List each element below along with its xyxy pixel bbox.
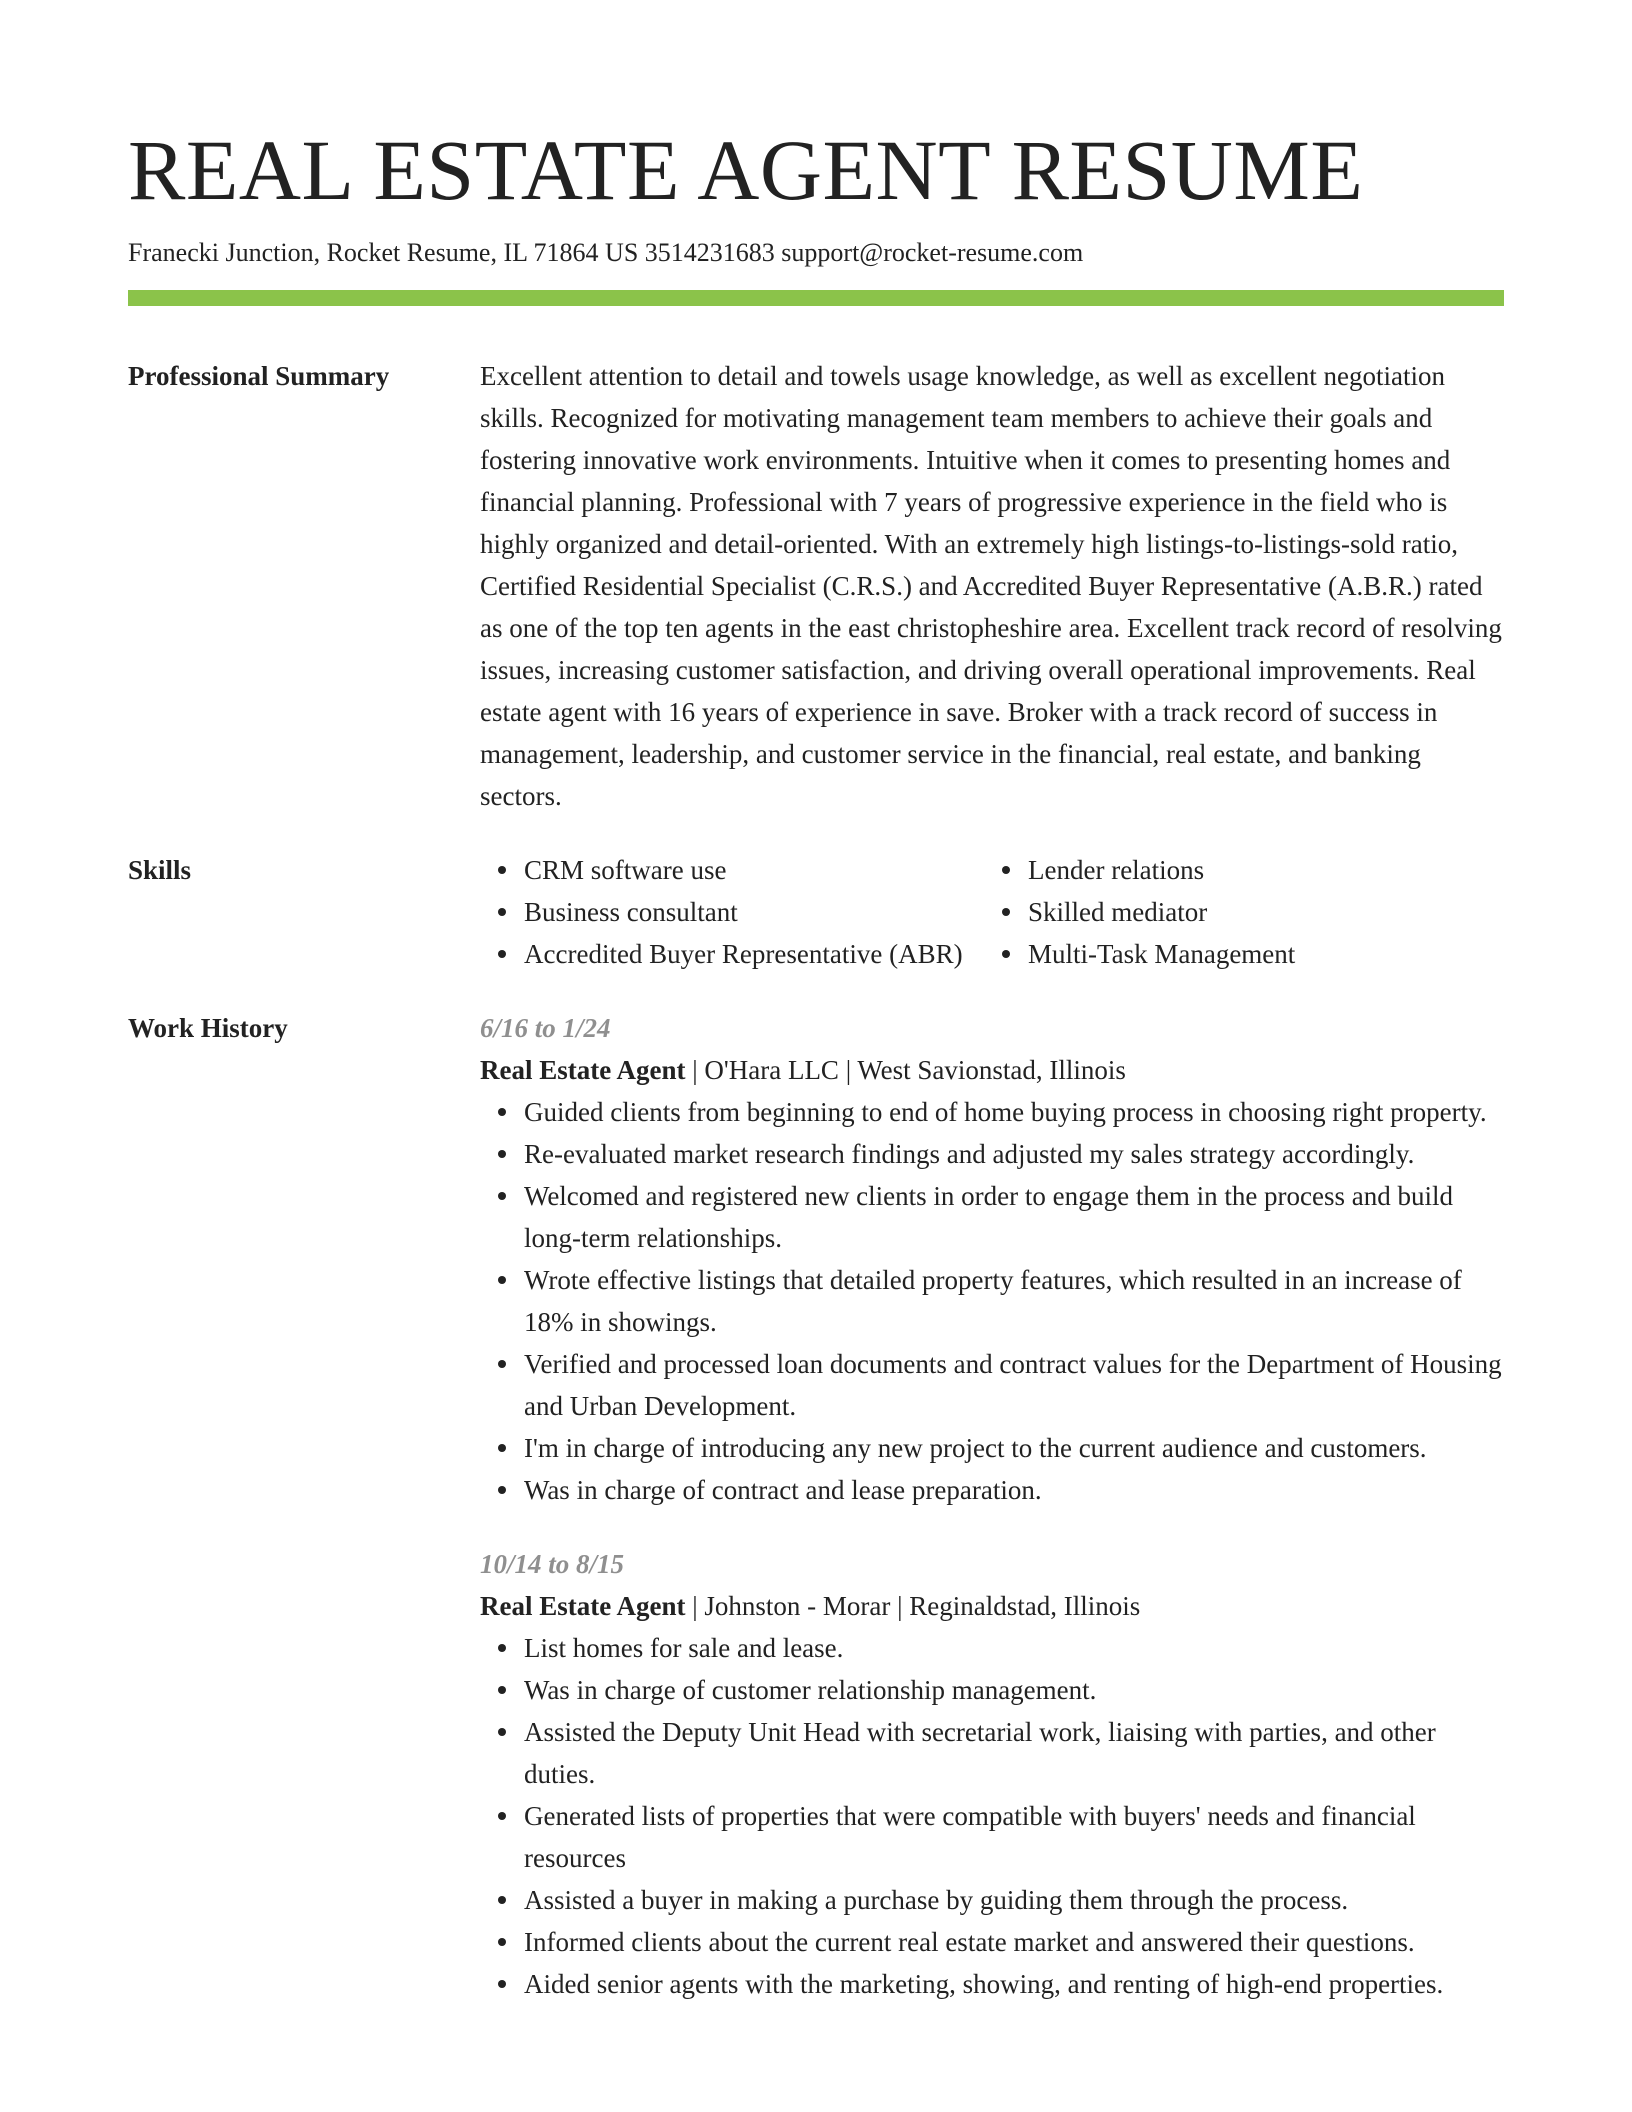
responsibility-item — [524, 1963, 1504, 2005]
bullet-text: Accredited Buyer Representative (ABR) — [524, 939, 963, 969]
bullet-dot-icon — [498, 1686, 506, 1694]
responsibility-item — [524, 1921, 1504, 1963]
job-company-location: | Johnston - Morar | Reginaldstad, Illinois — [685, 1591, 1141, 1621]
summary-text: Excellent attention to detail and towels usage knowledge, as well as excellent negotiation skills. Recognized for motivating management team members to achieve their goals and fostering innovative work environments. Intuitive when it comes to presenting homes and financial planning. Professional with 7 years of progressive experience in the field who is highly organized and detail-oriented. With an extremely high listings-to-listings-sold ratio, Certified Residential Specialist (C.R.S.) and Accredited Buyer Representative (A.B.R.) rated as one of the top ten agents in the east christopheshire area. Excellent track record of resolving issues, increasing customer satisfaction, and driving overall operational improvements. Real estate agent with 16 years of experience in save. Broker with a track record of success in management, leadership, and customer service in the financial, real estate, and banking sectors. — [480, 361, 1502, 811]
skills-heading: Skills — [128, 855, 192, 885]
skill-item — [524, 891, 984, 933]
bullet-dot-icon — [1002, 950, 1010, 958]
bullet-dot-icon — [498, 950, 506, 958]
skills-body — [480, 849, 1504, 975]
bullet-text: Lender relations — [1028, 855, 1205, 885]
job-heading — [480, 1049, 1504, 1091]
responsibility-item — [524, 1711, 1504, 1795]
responsibility-item — [524, 1175, 1504, 1259]
summary-heading: Professional Summary — [128, 361, 390, 391]
responsibility-item — [524, 1091, 1504, 1133]
bullet-dot-icon — [498, 1728, 506, 1736]
accent-divider — [128, 290, 1504, 306]
skill-item — [1028, 891, 1295, 933]
job-title: Real Estate Agent — [480, 1055, 686, 1085]
skill-item — [1028, 933, 1295, 975]
bullet-text: Assisted the Deputy Unit Head with secretarial work, liaising with parties, and other duties. — [524, 1717, 1436, 1789]
skills-column-right — [984, 849, 1295, 975]
responsibility-item — [524, 1627, 1504, 1669]
job-title: Real Estate Agent — [480, 1591, 686, 1621]
responsibility-item — [524, 1469, 1504, 1511]
bullet-dot-icon — [498, 1276, 506, 1284]
skill-item — [524, 849, 984, 891]
job-company-location: | O'Hara LLC | West Savionstad, Illinois — [685, 1055, 1126, 1085]
bullet-dot-icon — [498, 1108, 506, 1116]
bullet-dot-icon — [498, 1980, 506, 1988]
bullet-dot-icon — [498, 1896, 506, 1904]
work-history-section — [128, 1007, 1504, 2005]
bullet-text: Re-evaluated market research findings and adjusted my sales strategy accordingly. — [524, 1139, 1415, 1169]
contact-line: Franecki Junction, Rocket Resume, IL 71864 US 3514231683 support@rocket-resume.com — [128, 238, 1084, 267]
bullet-dot-icon — [498, 1150, 506, 1158]
bullet-dot-icon — [498, 1360, 506, 1368]
skill-item — [524, 933, 984, 975]
bullet-text: Welcomed and registered new clients in order to engage them in the process and build long-term relationships. — [524, 1181, 1454, 1253]
summary-section — [128, 355, 1504, 817]
bullet-text: List homes for sale and lease. — [524, 1633, 844, 1663]
bullet-dot-icon — [498, 1812, 506, 1820]
skill-item — [1028, 849, 1295, 891]
bullet-dot-icon — [498, 866, 506, 874]
responsibility-item — [524, 1669, 1504, 1711]
bullet-text: Was in charge of customer relationship management. — [524, 1675, 1097, 1705]
resume-title: REAL ESTATE AGENT RESUME — [128, 122, 1364, 218]
bullet-text: Was in charge of contract and lease preparation. — [524, 1475, 1042, 1505]
skills-grid — [480, 849, 1504, 975]
job-responsibilities — [480, 1627, 1504, 2005]
bullet-text: CRM software use — [524, 855, 727, 885]
job-entry — [480, 1007, 1504, 1511]
bullet-dot-icon — [498, 908, 506, 916]
bullet-dot-icon — [498, 1444, 506, 1452]
bullet-dot-icon — [498, 1486, 506, 1494]
job-responsibilities — [480, 1091, 1504, 1511]
bullet-dot-icon — [498, 1644, 506, 1652]
bullet-text: Verified and processed loan documents and contract values for the Department of Housing and Urban Development. — [524, 1349, 1502, 1421]
job-dates: 6/16 to 1/24 — [480, 1013, 611, 1043]
work-history-heading: Work History — [128, 1013, 288, 1043]
responsibility-item — [524, 1879, 1504, 1921]
responsibility-item — [524, 1133, 1504, 1175]
bullet-text: Wrote effective listings that detailed property features, which resulted in an increase of 18% in showings. — [524, 1265, 1462, 1337]
responsibility-item — [524, 1343, 1504, 1427]
resume-page — [128, 0, 1504, 2005]
responsibility-item — [524, 1795, 1504, 1879]
job-heading — [480, 1585, 1504, 1627]
bullet-text: Assisted a buyer in making a purchase by guiding them through the process. — [524, 1885, 1349, 1915]
bullet-text: Multi-Task Management — [1028, 939, 1296, 969]
bullet-text: Business consultant — [524, 897, 738, 927]
bullet-dot-icon — [498, 1192, 506, 1200]
bullet-text: Guided clients from beginning to end of home buying process in choosing right property. — [524, 1097, 1487, 1127]
bullet-dot-icon — [1002, 908, 1010, 916]
responsibility-item — [524, 1259, 1504, 1343]
bullet-text: Informed clients about the current real estate market and answered their questions. — [524, 1927, 1415, 1957]
bullet-dot-icon — [498, 1938, 506, 1946]
bullet-text: Generated lists of properties that were compatible with buyers' needs and financial resources — [524, 1801, 1416, 1873]
work-history-body — [480, 1007, 1504, 2005]
bullet-text: I'm in charge of introducing any new project to the current audience and customers. — [524, 1433, 1427, 1463]
bullet-text: Aided senior agents with the marketing, showing, and renting of high-end properties. — [524, 1969, 1444, 1999]
bullet-text: Skilled mediator — [1028, 897, 1208, 927]
bullet-dot-icon — [1002, 866, 1010, 874]
job-dates: 10/14 to 8/15 — [480, 1549, 625, 1579]
responsibility-item — [524, 1427, 1504, 1469]
skills-section — [128, 849, 1504, 975]
job-entry — [480, 1543, 1504, 2005]
skills-column-left — [480, 849, 984, 975]
